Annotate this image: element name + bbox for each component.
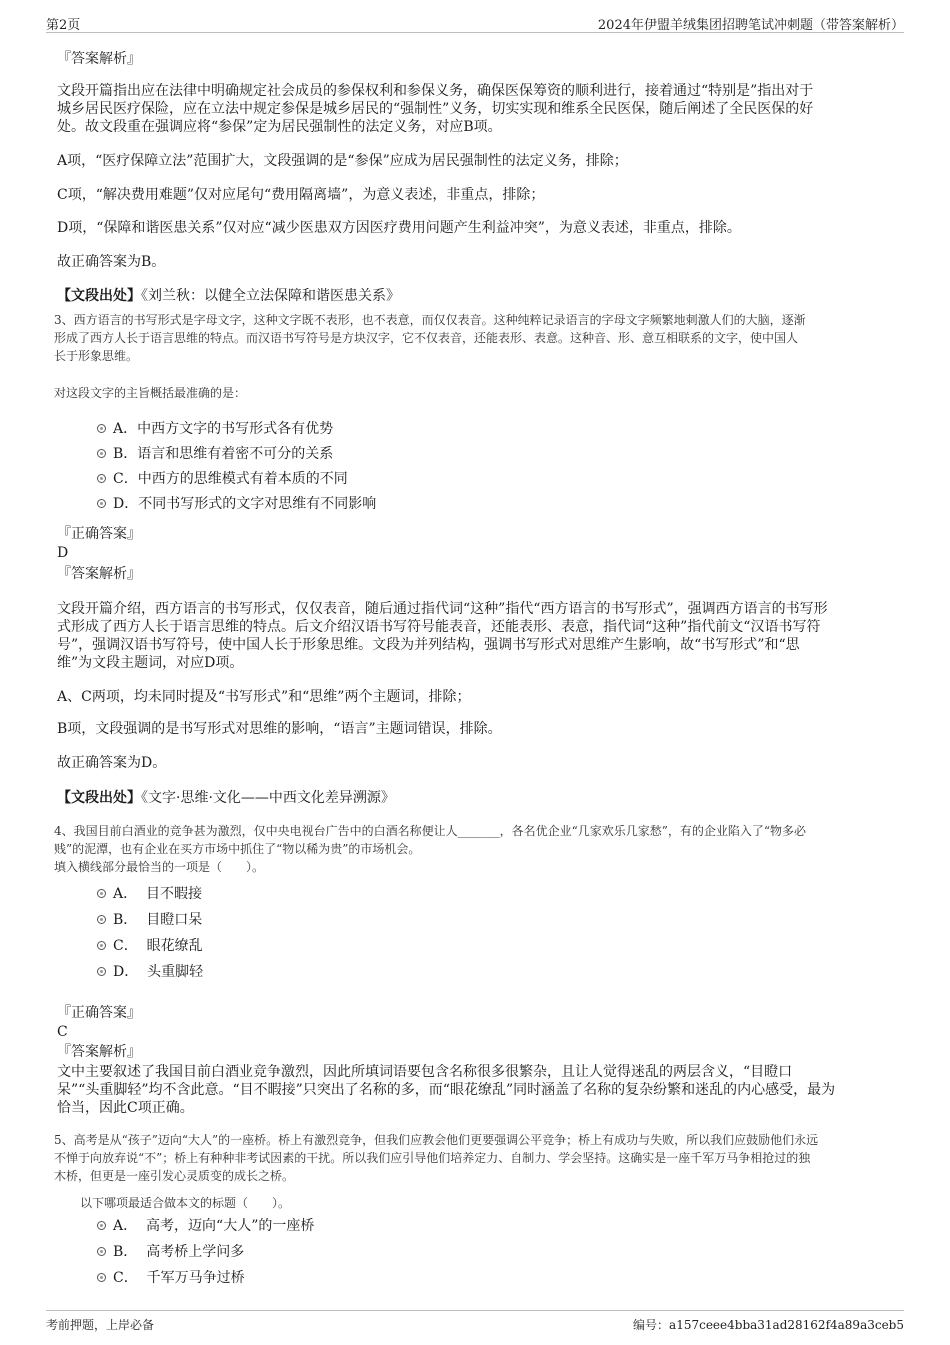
radio-button[interactable] — [97, 915, 106, 924]
option-text: 中西方文字的书写形式各有优势 — [137, 421, 334, 437]
option-b[interactable] — [97, 909, 697, 935]
q3-stem — [54, 311, 894, 365]
q4-analysis-label: 『答案解析』 — [57, 1044, 141, 1060]
stem-line: 形成了西方人长于语言思维的特点。而汉语书写符号是方块汉字，它不仅表音，还能表形、表意。这种音、形、意互相联系的文字，使中国人 — [54, 331, 799, 345]
analysis-line: 呆”“头重脚轻”均不含此意。“目不暇接”只突出了名称的多，而“眼花缭乱”同时涵盖了名称的复杂纷繁和迷乱的内心感受，最为 — [57, 1082, 836, 1098]
radio-button[interactable] — [97, 1247, 106, 1256]
q3-note-ac: A、C两项，均未同时提及“书写形式”和“思维”两个主题词，排除； — [57, 689, 471, 705]
option-text: 中西方的思维模式有着本质的不同 — [137, 471, 348, 487]
radio-button[interactable] — [97, 449, 106, 458]
q2-note-d: D项，“保障和谐医患关系”仅对应“减少医患双方因医疗费用问题产生利益冲突”，为意义表述，非重点，排除。 — [57, 220, 741, 236]
q3-conclusion: 故正确答案为D。 — [57, 755, 167, 771]
option-a[interactable] — [97, 418, 697, 443]
radio-button[interactable] — [97, 499, 106, 508]
option-a[interactable] — [97, 883, 697, 909]
option-letter: C． — [113, 1270, 138, 1286]
q4-answer-label: 『正确答案』 — [57, 1005, 141, 1021]
analysis-line: 恰当，因此C项正确。 — [57, 1100, 194, 1116]
option-d[interactable] — [97, 961, 697, 987]
option-text: 眼花缭乱 — [146, 938, 203, 954]
stem-line: 填入横线部分最恰当的一项是（ ）。 — [54, 860, 265, 874]
analysis-line: 号”，强调汉语书写符号，使中国人长于形象思维。文段为并列结构，强调书写形式对思维产生影响，故“书写形式”和“思 — [57, 637, 800, 653]
q3-analysis-label: 『答案解析』 — [57, 566, 141, 582]
document-title: 2024年伊盟羊绒集团招聘笔试冲刺题（带答案解析） — [597, 18, 904, 33]
stem-line: 4、我国目前白酒业的竞争甚为激烈，仅中央电视台广告中的白酒名称便让人_______，各名优企业“几家欢乐几家愁”，有的企业陷入了“物多必 — [54, 824, 807, 838]
option-letter: B． — [113, 1244, 138, 1260]
stem-line: 木桥，但更是一座引发心灵质变的成长之桥。 — [54, 1169, 295, 1183]
q2-note-c: C项，“解决费用难题”仅对应尾句“费用隔离墙”，为意义表述，非重点，排除； — [57, 187, 545, 203]
option-letter: A． — [113, 1218, 138, 1234]
q2-source — [57, 287, 897, 305]
stem-line: 5、高考是从“孩子”迈向“大人”的一座桥。桥上有激烈竞争，但我们应教会他们更要强调公平竞争；桥上有成功与失败，所以我们应鼓励他们永远 — [54, 1133, 819, 1147]
analysis-line: 城乡居民医疗保险，应在立法中规定参保是城乡居民的“强制性”义务，切实实现和维系全民医保，随后阐述了全民医保的好 — [57, 101, 814, 117]
analysis-line: 式形成了西方人长于语言思维的特点。后文介绍汉语书写符号能表音，还能表形、表意，指代词“这种”指代前文“汉语书写符 — [57, 619, 821, 635]
stem-line: 贱”的泥潭，也有企业在买方市场中抓住了“物以稀为贵”的市场机会。 — [54, 842, 421, 856]
option-text: 目瞪口呆 — [146, 912, 203, 928]
option-a[interactable] — [97, 1215, 697, 1241]
radio-button[interactable] — [97, 941, 106, 950]
q4-stem — [54, 822, 894, 876]
q4-options — [97, 883, 697, 987]
q4-analysis-body — [57, 1063, 897, 1117]
option-letter: A． — [113, 886, 138, 902]
radio-button[interactable] — [97, 1273, 106, 1282]
option-text: 目不暇接 — [146, 886, 203, 902]
q3-question: 对这段文字的主旨概括最准确的是： — [54, 386, 247, 400]
analysis-line: 处。故文段重在强调应将“参保”定为居民强制性的法定义务，对应B项。 — [57, 119, 502, 135]
source-title: 《文字·思维·文化——中西文化差异溯源》 — [141, 790, 395, 806]
q3-answer-label: 『正确答案』 — [57, 526, 141, 542]
option-text: 高考，迈向“大人”的一座桥 — [146, 1218, 315, 1234]
page-footer — [46, 1310, 904, 1335]
q2-analysis-label: 『答案解析』 — [57, 51, 141, 67]
option-b[interactable] — [97, 443, 697, 468]
option-text: 千军万马争过桥 — [146, 1270, 245, 1286]
page-header — [46, 12, 904, 33]
option-text: 语言和思维有着密不可分的关系 — [137, 446, 334, 462]
q3-answer: D — [57, 545, 69, 561]
option-letter: B． — [113, 912, 138, 928]
option-c[interactable] — [97, 468, 697, 493]
document-code: 编号：a157ceee4bba31ad28162f4a89a3ceb5 — [633, 1318, 904, 1332]
radio-button[interactable] — [97, 967, 106, 976]
source-label: 【文段出处】 — [57, 790, 141, 806]
source-label: 【文段出处】 — [57, 288, 141, 304]
option-letter: D． — [113, 496, 139, 512]
q3-source — [57, 789, 897, 807]
q4-answer: C — [57, 1024, 68, 1040]
q5-question: 以下哪项最适合做本文的标题（ ）。 — [80, 1196, 291, 1210]
option-text: 高考桥上学问多 — [146, 1244, 245, 1260]
radio-button[interactable] — [97, 474, 106, 483]
radio-button[interactable] — [97, 1221, 106, 1230]
stem-line: 3、西方语言的书写形式是字母文字，这种文字既不表形，也不表意，而仅仅表音。这种纯粹记录语言的字母文字频繁地刺激人们的大脑，逐渐 — [54, 313, 806, 327]
q3-analysis-body — [57, 600, 897, 672]
option-text: 不同书写形式的文字对思维有不同影响 — [138, 496, 377, 512]
q3-options — [97, 418, 697, 518]
option-d[interactable] — [97, 493, 697, 518]
analysis-line: 文段开篇介绍，西方语言的书写形式，仅仅表音，随后通过指代词“这种”指代“西方语言的书写形式”，强调西方语言的书写形 — [57, 601, 828, 617]
option-b[interactable] — [97, 1241, 697, 1267]
option-letter: C． — [113, 471, 138, 487]
stem-line: 长于形象思维。 — [54, 349, 139, 363]
page-number: 第2页 — [46, 18, 81, 33]
q2-conclusion: 故正确答案为B。 — [57, 254, 166, 270]
option-c[interactable] — [97, 1267, 697, 1293]
option-letter: C． — [113, 938, 138, 954]
radio-button[interactable] — [97, 889, 106, 898]
option-letter: A． — [113, 421, 138, 437]
option-letter: D． — [113, 964, 139, 980]
analysis-line: 维”为文段主题词，对应D项。 — [57, 655, 244, 671]
q5-options — [97, 1215, 697, 1293]
radio-button[interactable] — [97, 424, 106, 433]
q2-analysis-body — [57, 82, 897, 136]
stem-line: 不惮于向放弃说“不”；桥上有种种非考试因素的干扰。所以我们应引导他们培养定力、自制力、学会坚持。这确实是一座千军万马争相抢过的独 — [54, 1151, 811, 1165]
analysis-line: 文段开篇指出应在法律中明确规定社会成员的参保权利和参保义务，确保医保筹资的顺利进行，接着通过“特别是”指出对于 — [57, 83, 814, 99]
source-title: 《刘兰秋：以健全立法保障和谐医患关系》 — [141, 288, 400, 304]
option-text: 头重脚轻 — [147, 964, 204, 980]
footer-slogan: 考前押题，上岸必备 — [46, 1318, 155, 1332]
analysis-line: 文中主要叙述了我国目前白酒业竞争激烈，因此所填词语要包含名称很多很繁杂，且让人觉得迷乱的两层含义，“目瞪口 — [57, 1064, 793, 1080]
q2-note-a: A项，“医疗保障立法”范围扩大，文段强调的是“参保”应成为居民强制性的法定义务，排除； — [57, 153, 628, 169]
q3-note-b: B项，文段强调的是书写形式对思维的影响，“语言”主题词错误，排除。 — [57, 721, 502, 737]
option-c[interactable] — [97, 935, 697, 961]
option-letter: B． — [113, 446, 138, 462]
q5-stem — [54, 1131, 894, 1185]
